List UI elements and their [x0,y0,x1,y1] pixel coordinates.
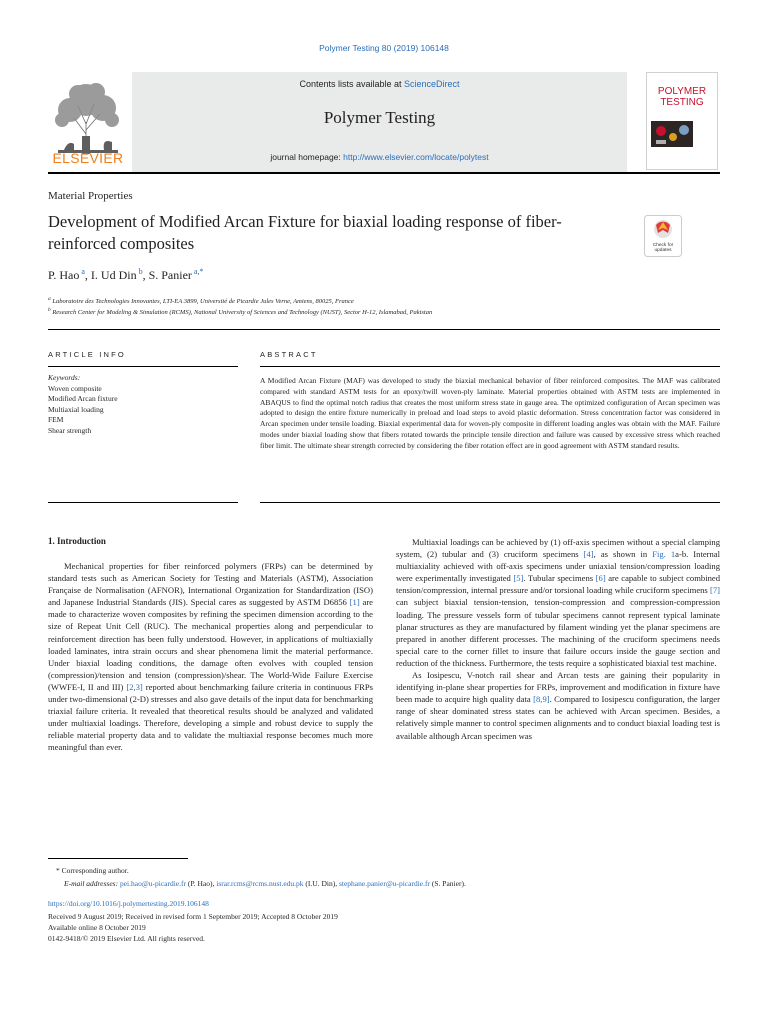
journal-name: Polymer Testing [323,108,436,127]
citation-link[interactable]: [8,9] [533,694,550,705]
journal-reference[interactable]: Polymer Testing 80 (2019) 106148 [319,43,449,53]
article-info-rule [48,366,238,367]
check-for-updates-icon[interactable] [644,215,682,257]
citation-link[interactable]: [1] [349,597,360,608]
corresponding-author-note: * Corresponding author. [56,866,129,875]
abstract-rule [260,366,720,367]
email-label: E-mail addresses: [64,879,119,888]
body-paragraph: Multiaxial loadings can be achieved by (1) off-axis specimen without a special clamping system, (2) tubular and (3) cruciform specimens [4], as shown in Fig. 1a-b. Internal multiaxiality achieved with off-axis specimens under uniaxial tension/compression loading were experimentally investigated [5]. Tubular specimens [6] are capable to subject combined tension/compression, internal pressure and/or torsional loading while cruciform specimens [7] can subject biaxial tension-tension, tension-compression and compression-compression loading. The pressure vessels form of tubular specimens cannot represent typical laminate planar structures as they are manufactured by filament winding yet the planar specimens are prepared in another different processes. The machining of the cruciform specimens needs special care to the corner fillet to insure that failure occurs inside the gauge section and reduction of the thickness. Furthermore, the tests require a sophisticated biaxial test machine. [396,537,721,668]
citation-link[interactable]: [2,3] [126,681,143,692]
check-updates-line2: updates [654,248,672,253]
author-affiliation-mark[interactable]: a [81,267,85,276]
homepage-link[interactable]: http://www.elsevier.com/locate/polytest [343,152,489,162]
contents-line [132,79,627,89]
keyword-item: Modified Arcan fixture [48,394,118,403]
sciencedirect-link[interactable]: ScienceDirect [404,79,460,89]
keyword-item: Woven composite [48,383,102,393]
contents-prefix: Contents lists available at [299,79,405,89]
article-section-label: Material Properties [48,190,133,202]
keyword-item: Shear strength [48,425,92,435]
article-info-bottom-rule [48,502,238,503]
email-link[interactable]: pei.hao@u-picardie.fr [119,879,187,888]
citation-link[interactable]: [4] [583,549,594,560]
affiliation-mark: b [48,307,51,313]
copyright-line: 0142-9418/© 2019 Elsevier Ltd. All rights reserved. [48,934,205,943]
email-link[interactable]: stephane.panier@u-picardie.fr [338,879,430,888]
cover-image [651,121,693,147]
author-list: P. Hao $^a$, I. Ud Din $^b$, S. Panier $^{a,*}$ [48,267,204,282]
email-link[interactable]: israr.rcms@rcms.nust.edu.pk [216,879,304,888]
citation-link[interactable]: [5] [513,573,524,584]
keyword-item: Multiaxial loading [48,404,104,414]
received-dates: Received 9 August 2019; Received in revised form 1 September 2019; Accepted 8 October 2019 [48,912,338,921]
check-updates-line1: Check for [652,243,674,248]
citation-link[interactable]: [6] [595,573,606,584]
affiliation-text: Research Center for Modeling & Simulation (RCMS), National University of Sciences and Technology (NUST), Sector H-12, Islamabad, Pakistan [52,309,433,317]
keywords-block [48,373,238,436]
homepage-prefix: journal homepage: [270,152,344,162]
author-name: I. Ud Din [90,268,137,282]
keywords-label: Keywords: [48,373,81,382]
affiliation-b [48,307,432,316]
abstract-text: A Modified Arcan Fixture (MAF) was developed to study the biaxial mechanical behavior of fiber reinforced composites. The MAF was calibrated compared with standard ASTM tests for an epoxy/twill woven-ply laminate. Material properties obtained with ASTM tests are implemented in ABAQUS to find the optimal notch radius that creates the most uniform stress state in gauge area. The optimized configuration of Arcan specimen was adopted to design the entire fixture numerically in preload and load steps to avoid plastic deformation. Stress concentration factor was considered in Arcan specimen under tensile loading. Biaxial experimental data for woven-ply composite in different loading angles was obtain with the MAF. Failure modes under biaxial loading show that fibers rotated towards the principle tensile direction and failure was caused by excessive stress which reached fiber limit. The ultimate shear strength corrected by considering the fiber rotation effect are in good agreement with ASTM standard results. [260,376,720,450]
affiliation-text: Laboratoire des Technologies Innovantes, LTI-EA 3899, Université de Picardie Jules Verne, Amiens, 80025, France [52,298,354,306]
affiliation-mark: a [48,296,51,302]
check-updates-label [653,242,674,253]
figure-link[interactable]: Fig. 1 [652,549,676,560]
article-title: Development of Modified Arcan Fixture for biaxial loading response of fiber-reinforced composites [48,212,562,253]
homepage-line [132,152,627,162]
author-affiliation-mark[interactable]: b [138,267,143,276]
intro-paragraph: Mechanical properties for fiber reinforced polymers (FRPs) can be determined by standard tests such as American Society for Testing and Materials (ASTM), Association Française de Normalisation (AFNOR), International Organization for Standardization (ISO) and Japanese Industrial Standards (JIS). Special cares as suggested by ASTM D6856 [1] are made to characterize woven composites by refining the specimen dimension according to the size of Repeat Unit Cell (RUC). The mechanical properties along and perpendicular to reinforcement direction has been fully understood. However, in applications of multiaxially loaded laminates, intra strain occurs and shear phenomena limit the material performance. Under biaxial loading conditions, the damage often evolves with coupled tension (compression)/tension and tension (compression)/shear. The World-Wide Failure Exercise (WWFE-I, II and III) [2,3] reported about benchmarking failure criteria in continuous FRPs under two-dimensional (2-D) stresses and also gave details of the input data for benchmarking triaxial failure criteria. It revealed that theoretical results should be analyzed and validated under multiaxial loadings. Therefore, developing a simple and robust device to supply the reliable material property data and to validate the multiaxial response becomes much more meaningful than ever. [48,561,373,753]
abstract-heading: ABSTRACT [260,350,318,359]
email-addresses: E-mail addresses: pei.hao@u-picardie.fr (P. Hao), israr.rcms@rcms.nust.edu.pk (I.U. Din), stephane.panier@u-picardie.fr (S. Panier). [64,879,466,888]
elsevier-wordmark: ELSEVIER [52,150,124,166]
abstract-bottom-rule [260,502,720,503]
body-paragraph: As Iosipescu, V-notch rail shear and Arcan tests are gaining their popularity in identifying in-plane shear properties for FRPs, improvement and modification in fixture have been made to acquire high quality data [8,9]. Compared to Iosipescu configuration, the larger range of shear dominated stress states can be achieved with Arcan specimen. Besides, a relatively simple manner to control specimen alignments and to conduct biaxial loading test is available although Arcan specimen was [396,670,720,741]
author-affiliation-mark[interactable]: a,* [193,267,204,276]
affiliation-a [48,296,354,305]
article-info-heading: ARTICLE INFO [48,350,126,359]
section-rule [48,329,720,330]
author-name: P. Hao [48,268,80,282]
body-column-right [396,536,720,742]
available-online: Available online 8 October 2019 [48,923,146,932]
introduction-heading: 1. Introduction [48,536,106,546]
cover-title: POLYMER TESTING [657,86,707,108]
author-name: S. Panier [148,268,192,282]
citation-link[interactable]: [7] [709,585,720,596]
doi-link[interactable]: https://doi.org/10.1016/j.polymertesting.2019.106148 [48,899,209,908]
body-column-left [48,560,373,754]
header-rule [48,172,720,174]
keyword-item: FEM [48,415,64,424]
footnote-rule [48,858,188,859]
